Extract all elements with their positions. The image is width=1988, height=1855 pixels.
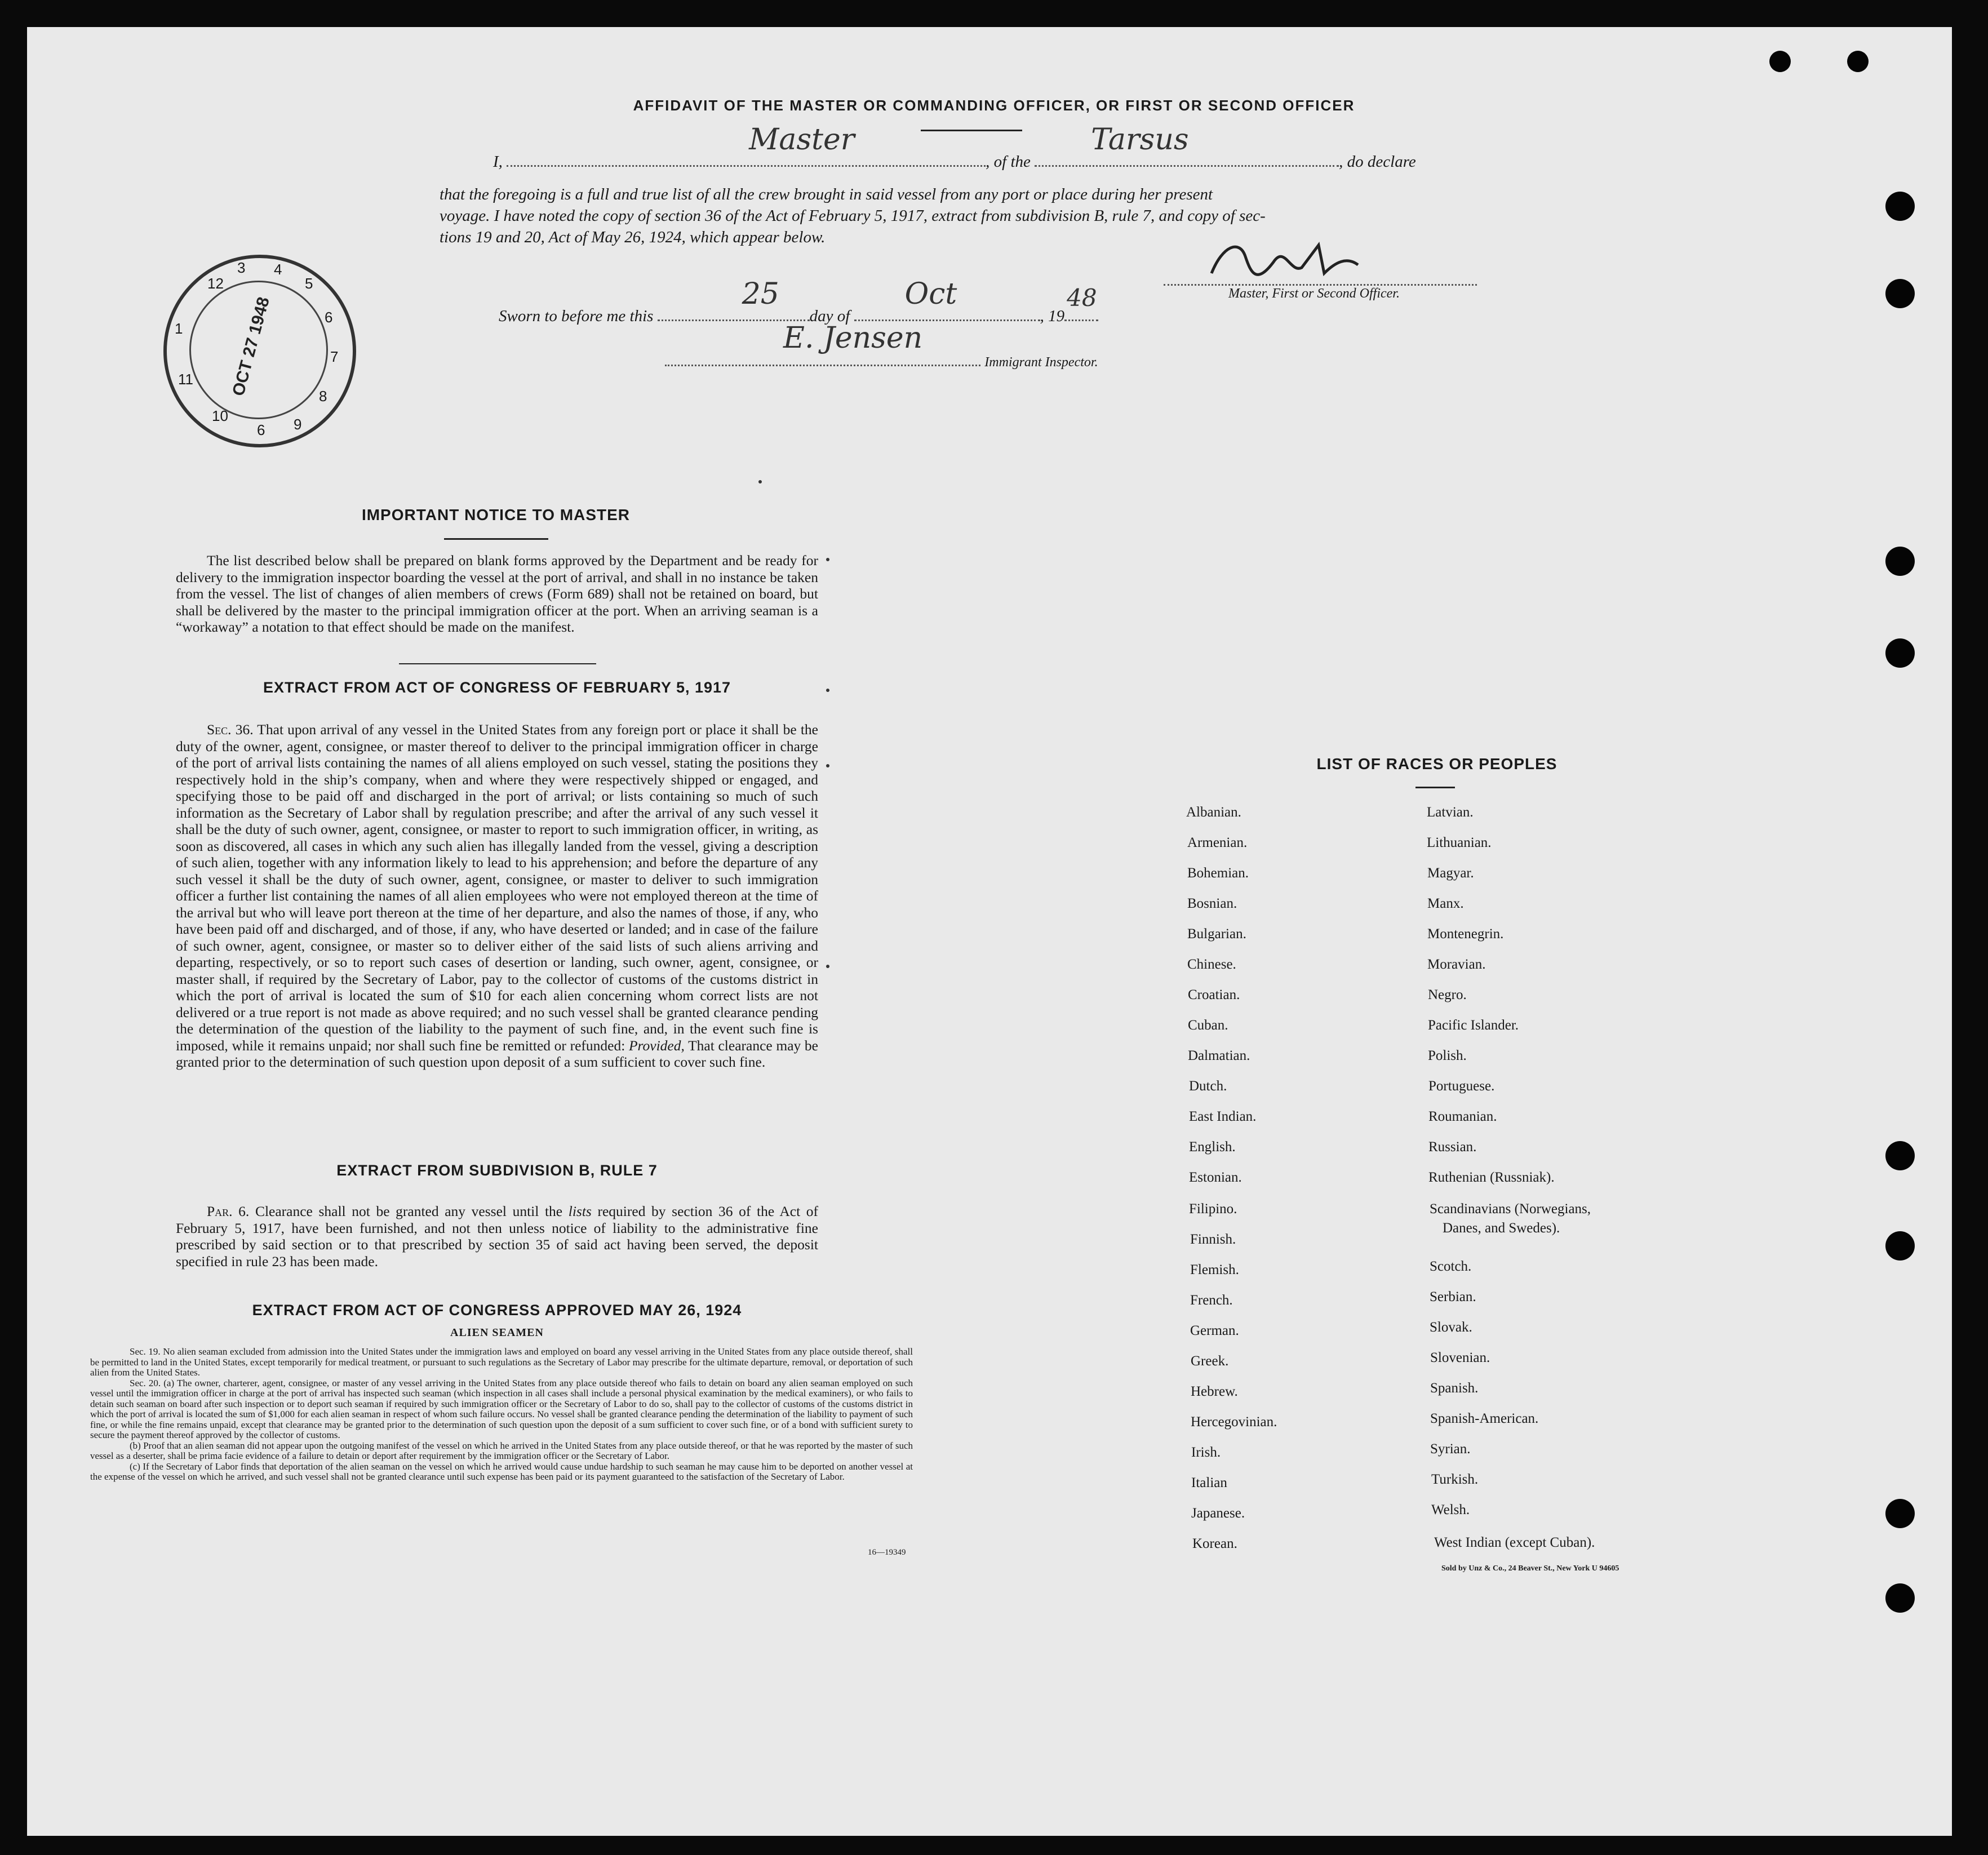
race-left-25: Korean. <box>1192 1536 1237 1551</box>
race-right-19: Slovenian. <box>1430 1350 1490 1365</box>
race-left-15: Finnish. <box>1190 1232 1236 1247</box>
race-left-4: Bosnian. <box>1187 896 1237 911</box>
stray-mark <box>826 965 829 968</box>
section-20b-text: (b) Proof that an alien seaman did not appear upon the outgoing manifest of the vessel on which he arrived in the United States from any place outside thereof, or that he was reported by the master of such vessel as a deserter, shall be prima facie evidence of a failure to detain or deport after requirement by the immigration officer or the Secretary of Labor. <box>90 1440 913 1461</box>
race-right-20: Spanish. <box>1430 1381 1479 1396</box>
stamp-number-6: 6 <box>325 309 333 326</box>
race-left-7: Croatian. <box>1188 987 1240 1002</box>
form-number: 16—19349 <box>868 1548 906 1557</box>
race-left-22: Irish. <box>1191 1445 1221 1460</box>
section-19-text: Sec. 19. No alien seaman excluded from admission into the United States under the immigration laws and employed on board any vessel arriving in the United States from any place outside thereof, shall be permitted to land in the United States, except temporarily for medical treatment, or pursuant to such regulations as the Secretary of Labor may prescribe for the ultimate departure, removal, or deportation of such alien from the United States. <box>90 1346 913 1378</box>
stamp-date: OCT 27 1948 <box>229 295 273 398</box>
race-left-17: French. <box>1190 1293 1233 1308</box>
race-left-20: Hebrew. <box>1191 1384 1238 1399</box>
stray-mark <box>758 480 762 483</box>
declaration-line-2: that the foregoing is a full and true list of all the crew brought in said vessel from any port or place during her present <box>440 185 1213 203</box>
stamp-number-5: 5 <box>305 275 313 292</box>
race-right-22: Syrian. <box>1430 1441 1471 1457</box>
race-left-6: Chinese. <box>1187 957 1236 972</box>
sworn-label: Sworn to before me this <box>499 307 654 325</box>
race-right-13: Ruthenian (Russniak). <box>1428 1170 1555 1185</box>
race-left-8: Cuban. <box>1188 1018 1228 1033</box>
stray-mark <box>826 689 829 692</box>
inspector-signature: E. Jensen <box>783 321 923 355</box>
year-handwritten: 48 <box>1067 284 1097 312</box>
race-left-24: Japanese. <box>1191 1506 1245 1521</box>
race-right-4: Manx. <box>1427 896 1464 911</box>
race-left-9: Dalmatian. <box>1188 1048 1250 1063</box>
stray-mark <box>826 558 829 561</box>
race-right-3: Magyar. <box>1427 866 1474 881</box>
race-right-2: Lithuanian. <box>1427 835 1492 850</box>
race-right-25: West Indian (except Cuban). <box>1434 1535 1595 1550</box>
stamp-number-7: 7 <box>330 348 339 365</box>
race-left-5: Bulgarian. <box>1187 926 1246 942</box>
section-20c-text: (c) If the Secretary of Labor finds that deportation of the alien seaman on the vessel on which he arrived would cause undue hardship to such seaman he may cause him to be deported on another vessel at the expense of the vessel on which he arrived, and such vessel shall not be granted clearance until such expense has been paid or its payment guaranteed to the satisfaction of the Secretary of Labor. <box>90 1461 913 1482</box>
printer-imprint: Sold by Unz & Co., 24 Beaver St., New York U 94605 <box>1441 1564 1619 1573</box>
race-left-16: Flemish. <box>1190 1262 1239 1277</box>
notice-paragraph: The list described below shall be prepared on blank forms approved by the Department and be ready for delivery to the immigration inspector boarding the vessel at the port of arrival, and shall in no instance be taken from the vessel. The list of changes of alien members of crews (Form 689) shall not be retained on board, but shall be delivered by the master to the principal immigration officer at the port. When an arriving seaman is a “workaway” a notation to that effect should be made on the manifest. <box>176 552 818 635</box>
stamp-number-11: 11 <box>178 371 193 388</box>
race-left-1: Albanian. <box>1186 805 1241 820</box>
race-right-7: Negro. <box>1428 987 1467 1002</box>
extract-rule7-title: EXTRACT FROM SUBDIVISION B, RULE 7 <box>336 1162 658 1179</box>
stamp-number-12: 12 <box>207 275 224 292</box>
section-36-text-a: That upon arrival of any vessel in the United States from any foreign port or place it shall be the duty of the owner, agent, consignee, or master thereof to deliver to the principal immigration officer in charge of the port of arrival lists containing the names of all aliens employed on such vessel, stating the positions they respectively hold in the ship’s company, when and where they were respectively shipped or engaged, and specifying those to be paid off and discharged in the port of arrival; or lists containing so much of such information as the Secretary of Labor shall by regulation prescribe; and after the arrival of any such vessel it shall be the duty of such owner, agent, consignee, or master to report to such immigration officer, in writing, as soon as discovered, all cases in which any such alien has illegally landed from the vessel, giving a description of such alien, together with any information likely to lead to his apprehension; and before the departure of any such vessel it shall be the duty of such owner, agent, consignee, or master to deliver to such immigration officer a further list containing the names of all alien employees who were not employed thereon at the time of the arrival but who will leave port thereon at the time of her departure, and also the names of those, if any, who have been paid off and discharged, and of those, if any, who have deserted or landed; and in case of the failure of such owner, agent, consignee, or master so to deliver either of the said lists of such aliens arriving and departing, respectively, or so to report such cases of desertion or landing, such owner, agent, consignee, or master shall, if required by the Secretary of Labor, pay to the collector of customs of the customs district in which the port of arrival is located the sum of $10 for each alien concerning whom correct lists are not delivered or a true report is not made as above required; and no such vessel shall be granted clearance pending the determination of the question of the liability to the payment of such fine, and, in the event such fine is imposed, while it remains unpaid; nor shall such fine be remitted or refunded: <box>176 721 818 1054</box>
race-right-5: Montenegrin. <box>1427 926 1504 942</box>
section-36-provided: Provided, <box>628 1037 685 1054</box>
race-right-21: Spanish-American. <box>1430 1411 1539 1426</box>
race-right-11: Roumanian. <box>1428 1109 1497 1124</box>
race-left-3: Bohemian. <box>1187 866 1249 881</box>
race-right-24: Welsh. <box>1431 1502 1470 1517</box>
section-36-text-b: That clearance may be granted prior to the determination of such question upon deposit of a sum sufficient to cover such fine. <box>176 1037 819 1070</box>
race-right-10: Portuguese. <box>1428 1079 1495 1094</box>
vessel-name-handwritten: Tarsus <box>1091 123 1189 157</box>
year-prefix: , 19 <box>1040 307 1065 325</box>
inspector-label: Immigrant Inspector. <box>984 355 1098 370</box>
race-right-1: Latvian. <box>1427 805 1474 820</box>
sworn-day-handwritten: 25 <box>742 277 779 311</box>
race-left-23: Italian <box>1191 1475 1227 1490</box>
race-right-6: Moravian. <box>1427 957 1486 972</box>
stamp-number-9: 9 <box>294 416 302 433</box>
stamp-number-3: 3 <box>237 259 246 276</box>
race-left-2: Armenian. <box>1187 835 1248 850</box>
do-declare-label: , do declare <box>1339 153 1416 171</box>
extract-1917-title: EXTRACT FROM ACT OF CONGRESS OF FEBRUARY 5, 1917 <box>263 679 731 696</box>
race-left-21: Hercegovinian. <box>1191 1414 1277 1430</box>
race-right-17: Serbian. <box>1430 1289 1476 1304</box>
master-name-handwritten: Master <box>749 123 855 157</box>
race-left-12: English. <box>1189 1139 1236 1155</box>
race-left-18: German. <box>1190 1323 1239 1338</box>
section-36-label: Sec. 36. <box>207 721 254 738</box>
race-left-11: East Indian. <box>1189 1109 1257 1124</box>
stamp-number-8: 8 <box>319 388 327 405</box>
stray-mark <box>826 764 829 767</box>
race-right-12: Russian. <box>1428 1139 1477 1155</box>
day-of-label: day of <box>809 307 850 325</box>
i-label: I, <box>493 153 503 171</box>
stamp-number-4: 4 <box>274 261 282 278</box>
declaration-line-3: voyage. I have noted the copy of section 36 of the Act of February 5, 1917, extract from subdivision B, rule 7, and copy of sec- <box>440 207 1266 225</box>
master-signature-label: Master, First or Second Officer. <box>1228 286 1400 301</box>
race-right-23: Turkish. <box>1431 1472 1479 1487</box>
race-right-9: Polish. <box>1428 1048 1467 1063</box>
paragraph-6-text-a: Clearance shall not be granted any vessel until the <box>255 1203 563 1219</box>
races-title: LIST OF RACES OR PEOPLES <box>1316 755 1557 773</box>
affidavit-title: AFFIDAVIT OF THE MASTER OR COMMANDING OFFICER, OR FIRST OR SECOND OFFICER <box>633 97 1355 114</box>
race-left-14: Filipino. <box>1189 1201 1237 1217</box>
race-left-13: Estonian. <box>1189 1170 1242 1185</box>
race-right-8: Pacific Islander. <box>1428 1018 1519 1033</box>
race-left-19: Greek. <box>1191 1353 1229 1369</box>
notice-title: IMPORTANT NOTICE TO MASTER <box>361 506 631 523</box>
stamp-number-10: 10 <box>212 407 228 424</box>
paragraph-6-lists: lists <box>568 1203 592 1219</box>
race-right-18: Slovak. <box>1430 1320 1472 1335</box>
stamp-number-1: 1 <box>175 320 183 337</box>
extract-1924-title: EXTRACT FROM ACT OF CONGRESS APPROVED MAY 26, 1924 <box>252 1302 742 1319</box>
paragraph-6-label: Par. 6. <box>207 1203 250 1219</box>
declaration-line-4: tions 19 and 20, Act of May 26, 1924, which appear below. <box>440 228 826 246</box>
race-left-10: Dutch. <box>1189 1079 1227 1094</box>
section-20a-text: Sec. 20. (a) The owner, charterer, agent, consignee, or master of any vessel arriving in the United States from any place outside thereof who fails to detain on board any alien seaman employed on such vessel until the immigration officer in charge at the port of arrival has inspected such seaman (which inspection in all cases shall include a personal physical examination by the medical examiners), or who fails to detain such seaman on board after such inspection or to deport such seaman if required by such immigration officer or the Secretary of Labor to do so, shall pay to the collector of customs of the customs district in which the port of arrival is located the sum of $1,000 for each alien seaman in respect of whom such failure occurs. No vessel shall be granted clearance pending the determination of the liability to payment of such fine, or while the fine remains unpaid, except that clearance may be granted prior to the determination of such question upon the deposit of a sum sufficient to cover such fine, or of a bond with sufficient surety to secure the payment thereof approved by the collector of customs. <box>90 1377 913 1440</box>
race-right-15: Danes, and Swedes). <box>1443 1221 1560 1236</box>
paragraph-6-text-b: required by section 36 of the Act of February 5, 1917, have been furnished, and not then unless notice of liability to the administrative fine prescribed by said section or to that prescribed by section 35 of said act having been served, the deposit specified in rule 23 has been made. <box>176 1203 819 1270</box>
race-right-16: Scotch. <box>1430 1259 1472 1274</box>
race-right-14: Scandinavians (Norwegians, <box>1430 1201 1591 1217</box>
of-the-label: , of the <box>986 153 1031 171</box>
stamp-number-6b: 6 <box>257 421 265 438</box>
sworn-month-handwritten: Oct <box>904 277 957 311</box>
extract-1924-subtitle: ALIEN SEAMEN <box>450 1326 544 1339</box>
